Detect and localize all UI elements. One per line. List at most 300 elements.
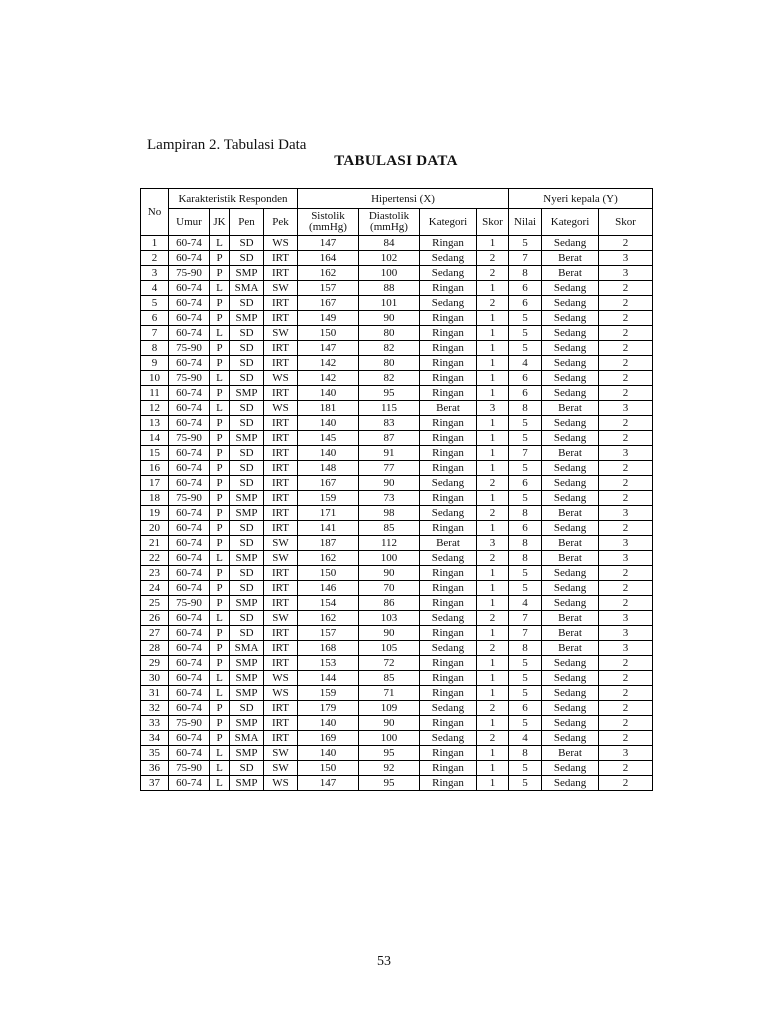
cell-skor-x: 1 (477, 521, 509, 536)
cell-jk: L (210, 671, 230, 686)
table-row (141, 731, 653, 746)
table-row (141, 536, 653, 551)
cell-diastolik: 90 (359, 716, 420, 731)
cell-nilai: 6 (509, 701, 542, 716)
cell-skor-x: 2 (477, 506, 509, 521)
cell-kategori-y: Berat (542, 641, 599, 656)
cell-pek: SW (264, 746, 298, 761)
table-row (141, 296, 653, 311)
cell-pen: SD (230, 611, 264, 626)
cell-skor-y: 3 (599, 401, 653, 416)
cell-umur: 60-74 (169, 581, 210, 596)
cell-nilai: 6 (509, 386, 542, 401)
cell-jk: P (210, 296, 230, 311)
header-diastolik-line2: (mmHg) (370, 221, 408, 233)
cell-kategori-x: Ringan (420, 581, 477, 596)
cell-sistolik: 159 (298, 686, 359, 701)
cell-umur: 75-90 (169, 341, 210, 356)
cell-skor-y: 3 (599, 266, 653, 281)
cell-diastolik: 95 (359, 746, 420, 761)
cell-kategori-y: Sedang (542, 296, 599, 311)
cell-skor-x: 1 (477, 686, 509, 701)
cell-nilai: 4 (509, 356, 542, 371)
header-pen: Pen (230, 209, 264, 236)
cell-umur: 75-90 (169, 761, 210, 776)
cell-skor-x: 1 (477, 626, 509, 641)
cell-pen: SD (230, 296, 264, 311)
cell-skor-x: 1 (477, 356, 509, 371)
cell-skor-x: 1 (477, 341, 509, 356)
cell-kategori-y: Sedang (542, 491, 599, 506)
cell-umur: 60-74 (169, 311, 210, 326)
table-row (141, 566, 653, 581)
table-row (141, 251, 653, 266)
cell-pen: SMP (230, 551, 264, 566)
cell-skor-x: 1 (477, 776, 509, 791)
cell-sistolik: 141 (298, 521, 359, 536)
table-row (141, 461, 653, 476)
cell-no: 17 (141, 476, 169, 491)
cell-umur: 60-74 (169, 251, 210, 266)
cell-jk: P (210, 521, 230, 536)
cell-kategori-x: Ringan (420, 716, 477, 731)
header-kategori-x: Kategori (420, 209, 477, 236)
cell-skor-y: 2 (599, 521, 653, 536)
cell-kategori-y: Sedang (542, 476, 599, 491)
cell-sistolik: 162 (298, 551, 359, 566)
cell-pen: SD (230, 521, 264, 536)
cell-skor-y: 2 (599, 566, 653, 581)
cell-no: 29 (141, 656, 169, 671)
cell-skor-y: 2 (599, 431, 653, 446)
header-no: No (141, 189, 169, 236)
cell-skor-y: 2 (599, 701, 653, 716)
cell-kategori-x: Berat (420, 536, 477, 551)
cell-umur: 60-74 (169, 566, 210, 581)
cell-diastolik: 91 (359, 446, 420, 461)
cell-skor-x: 1 (477, 716, 509, 731)
cell-pek: IRT (264, 566, 298, 581)
cell-skor-x: 3 (477, 401, 509, 416)
cell-skor-y: 2 (599, 476, 653, 491)
cell-skor-x: 1 (477, 491, 509, 506)
cell-umur: 75-90 (169, 596, 210, 611)
cell-skor-y: 2 (599, 671, 653, 686)
cell-kategori-y: Sedang (542, 416, 599, 431)
table-row (141, 311, 653, 326)
cell-diastolik: 83 (359, 416, 420, 431)
cell-diastolik: 115 (359, 401, 420, 416)
table-row (141, 521, 653, 536)
cell-nilai: 5 (509, 236, 542, 251)
cell-pek: IRT (264, 386, 298, 401)
cell-pen: SMP (230, 386, 264, 401)
cell-skor-x: 1 (477, 656, 509, 671)
cell-no: 5 (141, 296, 169, 311)
cell-skor-y: 2 (599, 371, 653, 386)
cell-skor-y: 3 (599, 746, 653, 761)
cell-kategori-x: Berat (420, 401, 477, 416)
cell-skor-y: 3 (599, 626, 653, 641)
cell-no: 27 (141, 626, 169, 641)
cell-no: 1 (141, 236, 169, 251)
table-row (141, 386, 653, 401)
cell-nilai: 5 (509, 431, 542, 446)
cell-skor-x: 2 (477, 296, 509, 311)
cell-no: 30 (141, 671, 169, 686)
cell-umur: 75-90 (169, 491, 210, 506)
cell-diastolik: 95 (359, 776, 420, 791)
cell-skor-y: 2 (599, 281, 653, 296)
cell-skor-y: 2 (599, 341, 653, 356)
header-sistolik-line2: (mmHg) (309, 221, 347, 233)
cell-nilai: 5 (509, 671, 542, 686)
cell-skor-y: 2 (599, 386, 653, 401)
cell-kategori-x: Ringan (420, 521, 477, 536)
cell-sistolik: 181 (298, 401, 359, 416)
cell-no: 12 (141, 401, 169, 416)
cell-diastolik: 87 (359, 431, 420, 446)
cell-skor-x: 1 (477, 581, 509, 596)
cell-sistolik: 162 (298, 266, 359, 281)
cell-no: 6 (141, 311, 169, 326)
cell-skor-x: 1 (477, 311, 509, 326)
cell-pen: SMP (230, 776, 264, 791)
cell-kategori-x: Ringan (420, 776, 477, 791)
cell-pek: IRT (264, 581, 298, 596)
cell-nilai: 4 (509, 731, 542, 746)
cell-pen: SMP (230, 311, 264, 326)
cell-pen: SMA (230, 281, 264, 296)
cell-diastolik: 100 (359, 266, 420, 281)
cell-jk: P (210, 491, 230, 506)
cell-pek: IRT (264, 356, 298, 371)
cell-pen: SD (230, 401, 264, 416)
cell-no: 4 (141, 281, 169, 296)
cell-nilai: 5 (509, 326, 542, 341)
cell-nilai: 8 (509, 746, 542, 761)
header-diastolik-line1: Diastolik (368, 210, 410, 222)
cell-umur: 60-74 (169, 506, 210, 521)
cell-nilai: 5 (509, 341, 542, 356)
cell-skor-x: 1 (477, 416, 509, 431)
cell-pek: IRT (264, 596, 298, 611)
cell-nilai: 8 (509, 401, 542, 416)
cell-pek: WS (264, 776, 298, 791)
cell-jk: P (210, 506, 230, 521)
cell-pek: WS (264, 371, 298, 386)
cell-kategori-y: Sedang (542, 341, 599, 356)
cell-kategori-x: Ringan (420, 311, 477, 326)
cell-skor-y: 3 (599, 251, 653, 266)
cell-pen: SMP (230, 506, 264, 521)
cell-sistolik: 157 (298, 281, 359, 296)
cell-diastolik: 80 (359, 356, 420, 371)
cell-skor-x: 2 (477, 551, 509, 566)
cell-umur: 75-90 (169, 266, 210, 281)
cell-sistolik: 168 (298, 641, 359, 656)
cell-nilai: 5 (509, 461, 542, 476)
cell-diastolik: 82 (359, 371, 420, 386)
cell-skor-y: 3 (599, 446, 653, 461)
cell-pek: IRT (264, 431, 298, 446)
cell-jk: P (210, 596, 230, 611)
cell-pen: SD (230, 446, 264, 461)
cell-kategori-y: Sedang (542, 581, 599, 596)
cell-sistolik: 142 (298, 371, 359, 386)
cell-skor-x: 1 (477, 371, 509, 386)
cell-nilai: 8 (509, 266, 542, 281)
cell-nilai: 5 (509, 761, 542, 776)
cell-no: 18 (141, 491, 169, 506)
table-row (141, 266, 653, 281)
cell-kategori-x: Ringan (420, 356, 477, 371)
cell-pen: SD (230, 476, 264, 491)
cell-pek: IRT (264, 311, 298, 326)
cell-nilai: 5 (509, 491, 542, 506)
cell-skor-y: 3 (599, 611, 653, 626)
cell-kategori-x: Sedang (420, 476, 477, 491)
cell-pek: SW (264, 326, 298, 341)
cell-umur: 60-74 (169, 656, 210, 671)
table-row (141, 371, 653, 386)
cell-kategori-x: Ringan (420, 446, 477, 461)
cell-skor-y: 2 (599, 731, 653, 746)
cell-kategori-y: Berat (542, 446, 599, 461)
cell-no: 22 (141, 551, 169, 566)
cell-sistolik: 159 (298, 491, 359, 506)
cell-skor-y: 2 (599, 761, 653, 776)
cell-kategori-y: Sedang (542, 371, 599, 386)
cell-jk: P (210, 641, 230, 656)
cell-pek: IRT (264, 266, 298, 281)
cell-jk: L (210, 776, 230, 791)
cell-umur: 60-74 (169, 551, 210, 566)
header-umur: Umur (169, 209, 210, 236)
cell-kategori-y: Berat (542, 401, 599, 416)
cell-no: 35 (141, 746, 169, 761)
cell-sistolik: 148 (298, 461, 359, 476)
appendix-label: Lampiran 2. Tabulasi Data (147, 137, 307, 153)
cell-kategori-y: Sedang (542, 236, 599, 251)
cell-pek: WS (264, 686, 298, 701)
cell-diastolik: 70 (359, 581, 420, 596)
cell-diastolik: 112 (359, 536, 420, 551)
cell-skor-x: 1 (477, 326, 509, 341)
header-pek: Pek (264, 209, 298, 236)
cell-nilai: 7 (509, 251, 542, 266)
cell-umur: 60-74 (169, 326, 210, 341)
table-row (141, 656, 653, 671)
cell-skor-x: 1 (477, 386, 509, 401)
cell-kategori-y: Sedang (542, 281, 599, 296)
cell-no: 32 (141, 701, 169, 716)
cell-jk: P (210, 386, 230, 401)
cell-nilai: 7 (509, 626, 542, 641)
cell-umur: 75-90 (169, 431, 210, 446)
cell-kategori-y: Sedang (542, 596, 599, 611)
cell-skor-y: 3 (599, 506, 653, 521)
cell-skor-x: 1 (477, 746, 509, 761)
cell-skor-x: 1 (477, 671, 509, 686)
cell-nilai: 5 (509, 416, 542, 431)
cell-umur: 60-74 (169, 746, 210, 761)
cell-pek: IRT (264, 461, 298, 476)
cell-pen: SMP (230, 596, 264, 611)
cell-no: 9 (141, 356, 169, 371)
cell-pen: SMP (230, 656, 264, 671)
table-row (141, 506, 653, 521)
cell-skor-y: 2 (599, 416, 653, 431)
cell-diastolik: 101 (359, 296, 420, 311)
cell-kategori-x: Ringan (420, 431, 477, 446)
cell-kategori-y: Berat (542, 506, 599, 521)
cell-umur: 60-74 (169, 536, 210, 551)
cell-pek: SW (264, 281, 298, 296)
cell-diastolik: 98 (359, 506, 420, 521)
table-row (141, 746, 653, 761)
cell-no: 3 (141, 266, 169, 281)
cell-no: 34 (141, 731, 169, 746)
cell-nilai: 5 (509, 716, 542, 731)
cell-jk: L (210, 401, 230, 416)
cell-nilai: 8 (509, 551, 542, 566)
cell-skor-y: 3 (599, 536, 653, 551)
cell-kategori-y: Berat (542, 551, 599, 566)
cell-sistolik: 149 (298, 311, 359, 326)
cell-kategori-y: Sedang (542, 566, 599, 581)
cell-jk: P (210, 536, 230, 551)
cell-sistolik: 146 (298, 581, 359, 596)
cell-no: 13 (141, 416, 169, 431)
cell-umur: 60-74 (169, 356, 210, 371)
table-row (141, 641, 653, 656)
cell-sistolik: 140 (298, 716, 359, 731)
cell-jk: P (210, 716, 230, 731)
cell-jk: P (210, 356, 230, 371)
cell-kategori-y: Sedang (542, 671, 599, 686)
cell-jk: L (210, 236, 230, 251)
cell-no: 8 (141, 341, 169, 356)
cell-kategori-x: Sedang (420, 641, 477, 656)
cell-no: 37 (141, 776, 169, 791)
cell-sistolik: 153 (298, 656, 359, 671)
cell-sistolik: 145 (298, 431, 359, 446)
cell-no: 16 (141, 461, 169, 476)
cell-pek: IRT (264, 476, 298, 491)
cell-nilai: 5 (509, 566, 542, 581)
cell-skor-x: 2 (477, 641, 509, 656)
cell-diastolik: 77 (359, 461, 420, 476)
cell-jk: P (210, 656, 230, 671)
cell-pen: SD (230, 341, 264, 356)
cell-nilai: 7 (509, 446, 542, 461)
cell-skor-y: 3 (599, 551, 653, 566)
cell-kategori-y: Sedang (542, 326, 599, 341)
cell-diastolik: 92 (359, 761, 420, 776)
cell-umur: 60-74 (169, 686, 210, 701)
cell-umur: 60-74 (169, 476, 210, 491)
cell-pek: SW (264, 551, 298, 566)
cell-diastolik: 109 (359, 701, 420, 716)
cell-jk: P (210, 626, 230, 641)
cell-skor-y: 2 (599, 596, 653, 611)
cell-skor-x: 2 (477, 251, 509, 266)
cell-sistolik: 167 (298, 476, 359, 491)
cell-umur: 60-74 (169, 386, 210, 401)
table-row (141, 596, 653, 611)
cell-skor-y: 2 (599, 491, 653, 506)
cell-skor-x: 1 (477, 431, 509, 446)
cell-jk: L (210, 686, 230, 701)
cell-diastolik: 85 (359, 521, 420, 536)
table-row (141, 476, 653, 491)
table-row (141, 551, 653, 566)
cell-sistolik: 150 (298, 326, 359, 341)
cell-skor-x: 1 (477, 761, 509, 776)
cell-umur: 60-74 (169, 446, 210, 461)
cell-umur: 60-74 (169, 701, 210, 716)
table-row (141, 356, 653, 371)
cell-skor-x: 3 (477, 536, 509, 551)
header-nyeri-kepala: Nyeri kepala (Y) (509, 189, 653, 209)
cell-kategori-y: Sedang (542, 356, 599, 371)
cell-sistolik: 162 (298, 611, 359, 626)
cell-jk: P (210, 416, 230, 431)
cell-pen: SD (230, 566, 264, 581)
cell-diastolik: 100 (359, 731, 420, 746)
cell-skor-y: 2 (599, 656, 653, 671)
cell-diastolik: 105 (359, 641, 420, 656)
cell-no: 19 (141, 506, 169, 521)
cell-umur: 75-90 (169, 371, 210, 386)
cell-kategori-x: Ringan (420, 281, 477, 296)
cell-no: 36 (141, 761, 169, 776)
table-row (141, 611, 653, 626)
cell-pek: WS (264, 671, 298, 686)
table-row (141, 341, 653, 356)
cell-umur: 75-90 (169, 716, 210, 731)
cell-umur: 60-74 (169, 281, 210, 296)
cell-skor-y: 2 (599, 296, 653, 311)
cell-jk: P (210, 731, 230, 746)
cell-diastolik: 86 (359, 596, 420, 611)
cell-kategori-y: Sedang (542, 701, 599, 716)
cell-jk: P (210, 341, 230, 356)
cell-skor-x: 1 (477, 596, 509, 611)
cell-skor-x: 1 (477, 281, 509, 296)
cell-diastolik: 84 (359, 236, 420, 251)
cell-pek: IRT (264, 296, 298, 311)
cell-sistolik: 147 (298, 341, 359, 356)
cell-kategori-x: Sedang (420, 701, 477, 716)
cell-diastolik: 82 (359, 341, 420, 356)
cell-sistolik: 140 (298, 416, 359, 431)
cell-pen: SMA (230, 731, 264, 746)
cell-jk: P (210, 431, 230, 446)
cell-nilai: 4 (509, 596, 542, 611)
cell-skor-y: 2 (599, 236, 653, 251)
cell-sistolik: 140 (298, 746, 359, 761)
cell-pen: SD (230, 461, 264, 476)
cell-sistolik: 147 (298, 776, 359, 791)
cell-sistolik: 171 (298, 506, 359, 521)
cell-pek: IRT (264, 731, 298, 746)
cell-skor-x: 2 (477, 611, 509, 626)
cell-kategori-x: Ringan (420, 386, 477, 401)
cell-kategori-y: Sedang (542, 311, 599, 326)
cell-kategori-x: Ringan (420, 566, 477, 581)
